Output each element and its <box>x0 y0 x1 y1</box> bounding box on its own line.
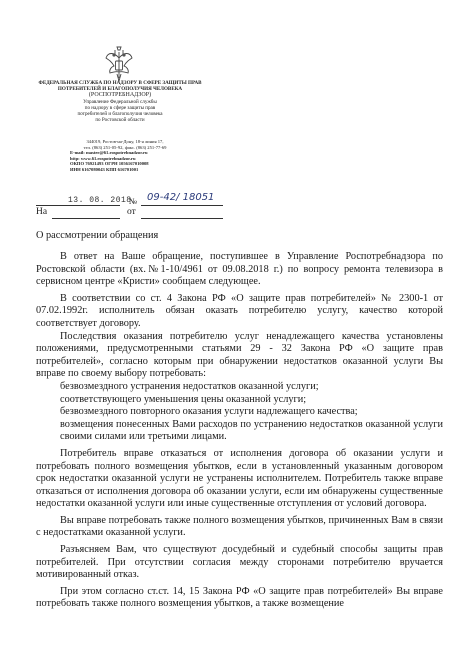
coat-of-arms-emblem-icon <box>104 46 134 84</box>
agency-header <box>30 80 210 123</box>
agency-contacts <box>70 139 180 173</box>
agency-name-line1: ФЕДЕРАЛЬНАЯ СЛУЖБА ПО НАДЗОРУ В СФЕРЕ ЗАЩИТЫ ПРАВ <box>38 80 202 86</box>
paragraph-contract-refusal: Потребитель вправе отказаться от исполнения договора об оказании услуги и потребовать полного возмещения убытков, если в установленный указанным договором срок недостатки оказанной услуги не устранены исполнителем. Потребитель также вправе отказаться от исполнения договора об оказании услуги, если им обнаружены существенные недостатки оказанной услуги или иные существенные отступления от условий договора. <box>36 447 443 510</box>
list-item: безвозмездного повторного оказания услуги надлежащего качества; <box>60 406 358 418</box>
department-line4: по Ростовской области <box>95 117 145 124</box>
reference-na-label: На <box>36 207 48 217</box>
letter-body <box>36 251 443 615</box>
registration-date: 13. 08. 2018 <box>68 196 132 205</box>
reference-ot-label: от <box>127 207 136 217</box>
paragraph-consequences: Последствия оказания потребителю услуг ненадлежащего качества установлены положениями, предусмотренными статьями 29 - 32 Закона РФ «О защите прав потребителей», согласно которым при обнаружении недостатков оказанной услуги Вы вправе по своему выбору потребовать: <box>36 330 443 380</box>
department-line3: потребителей и благополучия человека <box>77 111 163 118</box>
email-line: E-mail: master@61.rospotrebnadzor.ru <box>70 150 148 156</box>
agency-name-line2: ПОТРЕБИТЕЛЕЙ И БЛАГОПОЛУЧИЯ ЧЕЛОВЕКА <box>57 86 183 93</box>
paragraph-intro: В ответ на Ваше обращение, поступившее в Управление Роспотребнадзора по Ростовской области (вх.№1-10/4961 от 09.08.2018 г.) по вопросу ремонта телевизора в сервисном центре «Кристи» сообщаем следующее. <box>36 251 443 288</box>
department-line1: Управление Федеральной службы <box>83 98 157 105</box>
paragraph-damages: Вы вправе потребовать также полного возмещения убытков, причиненных Вам в связи с недостатками оказанной услуги. <box>36 514 443 539</box>
paragraph-law-article-4: В соответствии со ст. 4 Закона РФ «О защите прав потребителей» № 2300-1 от 07.02.1992г. исполнитель обязан оказать потребителю услугу, качество которой соответствует договору. <box>36 292 443 329</box>
list-item: возмещения понесенных Вами расходов по устранению недостатков оказанной услуги своими силами или третьими лицами. <box>60 418 443 443</box>
registration-number: 09-42/ 18051 <box>147 192 215 203</box>
paragraph-articles-14-15: При этом согласно ст.ст. 14, 15 Закона РФ «О защите прав потребителей» Вы вправе потребовать также полного возмещения убытков, а также возмещение <box>36 585 443 610</box>
website-line: http: www.61.rospotrebnadzor.ru <box>70 155 136 161</box>
address-line1: 344019, Ростов-на-Дону, 18-я линия 17, <box>86 139 164 144</box>
letter-subject: О рассмотрении обращения <box>36 230 159 241</box>
date-underline <box>36 205 120 206</box>
department-line2: по надзору в сфере защиты прав <box>84 104 156 111</box>
inn-kpp-line: ИНН 6167080043 КПП 616701001 <box>70 166 139 172</box>
registration-number-label: № <box>129 196 138 206</box>
list-item: соответствующего уменьшения цены оказанной услуги; <box>60 393 307 405</box>
agency-abbreviation: (РОСПОТРЕБНАДЗОР) <box>88 92 152 99</box>
okpo-ogrn-line: ОКПО 76921493 ОГРН 1056167010008 <box>70 161 149 167</box>
reference-na-underline <box>52 218 120 219</box>
number-underline <box>141 205 223 206</box>
paragraph-protection-methods: Разъясняем Вам, что существуют досудебный и судебный способы защиты прав потребителей. При отсутствии согласия между сторонами потребителю вручается мотивированный отказ. <box>36 544 443 581</box>
address-phone-line: тел. (863) 251-05-92, факс. (863) 251-77-69 <box>83 144 167 150</box>
reference-ot-underline <box>141 218 223 219</box>
list-item: безвозмездного устранения недостатков оказанной услуги; <box>60 380 319 392</box>
